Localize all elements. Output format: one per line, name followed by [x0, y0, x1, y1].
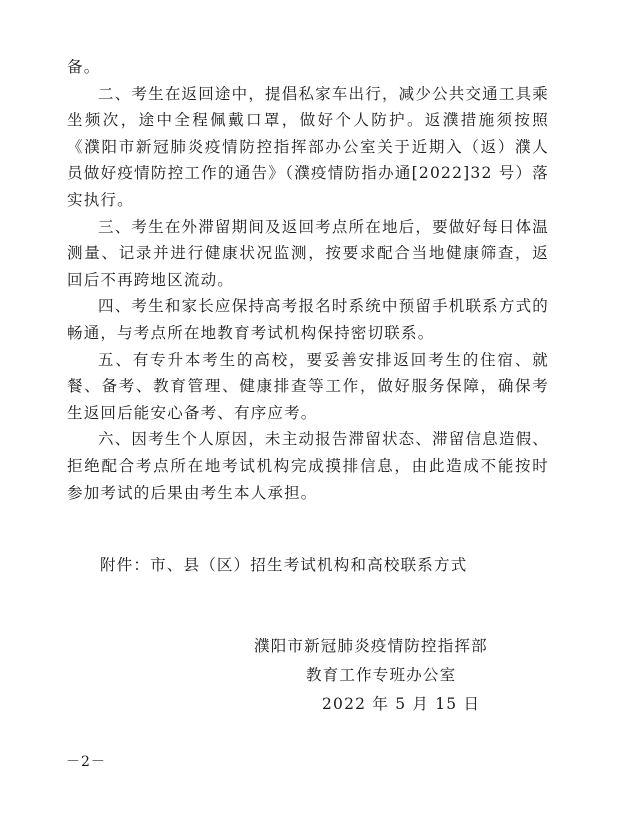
paragraph-item-3: 三、考生在外滞留期间及返回考点所在地后，要做好每日体温测量、记录并进行健康状况监测，按要求配合当地健康筛查，返回后不再跨地区流动。: [67, 217, 549, 289]
signature-organization: 濮阳市新冠肺炎疫情防控指挥部: [254, 637, 488, 655]
signature-block: [248, 632, 518, 719]
attachment-note: 附件：市、县（区）招生考试机构和高校联系方式: [100, 556, 468, 574]
signature-date: 2022 年 5 月 15 日: [322, 695, 481, 713]
paragraph-continuation: 备。: [67, 58, 101, 76]
paragraph-item-6: 六、因考生个人原因，未主动报告滞留状态、滞留信息造假、拒绝配合考点所在地考试机构完成摸排信息，由此造成不能按时参加考试的后果由考生本人承担。: [67, 430, 549, 502]
document-body: [67, 54, 549, 506]
paragraph-item-4: 四、考生和家长应保持高考报名时系统中预留手机联系方式的畅通，与考点所在地教育考试机构保持密切联系。: [67, 297, 549, 342]
paragraph-item-2: 二、考生在返回途中，提倡私家车出行，减少公共交通工具乘坐频次，途中全程佩戴口罩，做好个人防护。返濮措施须按照《濮阳市新冠肺炎疫情防控指挥部办公室关于近期入（返）濮人员做好疫情防控工作的通告》（濮疫情防指办通[2022]32 号）落实执行。: [67, 84, 549, 209]
page-number: －2－: [66, 754, 106, 770]
paragraph-item-5: 五、有专升本考生的高校，要妥善安排返回考生的住宿、就餐、备考、教育管理、健康排查等工作，做好服务保障，确保考生返回后能安心备考、有序应考。: [67, 350, 549, 422]
signature-office: 教育工作专班办公室: [306, 666, 457, 684]
